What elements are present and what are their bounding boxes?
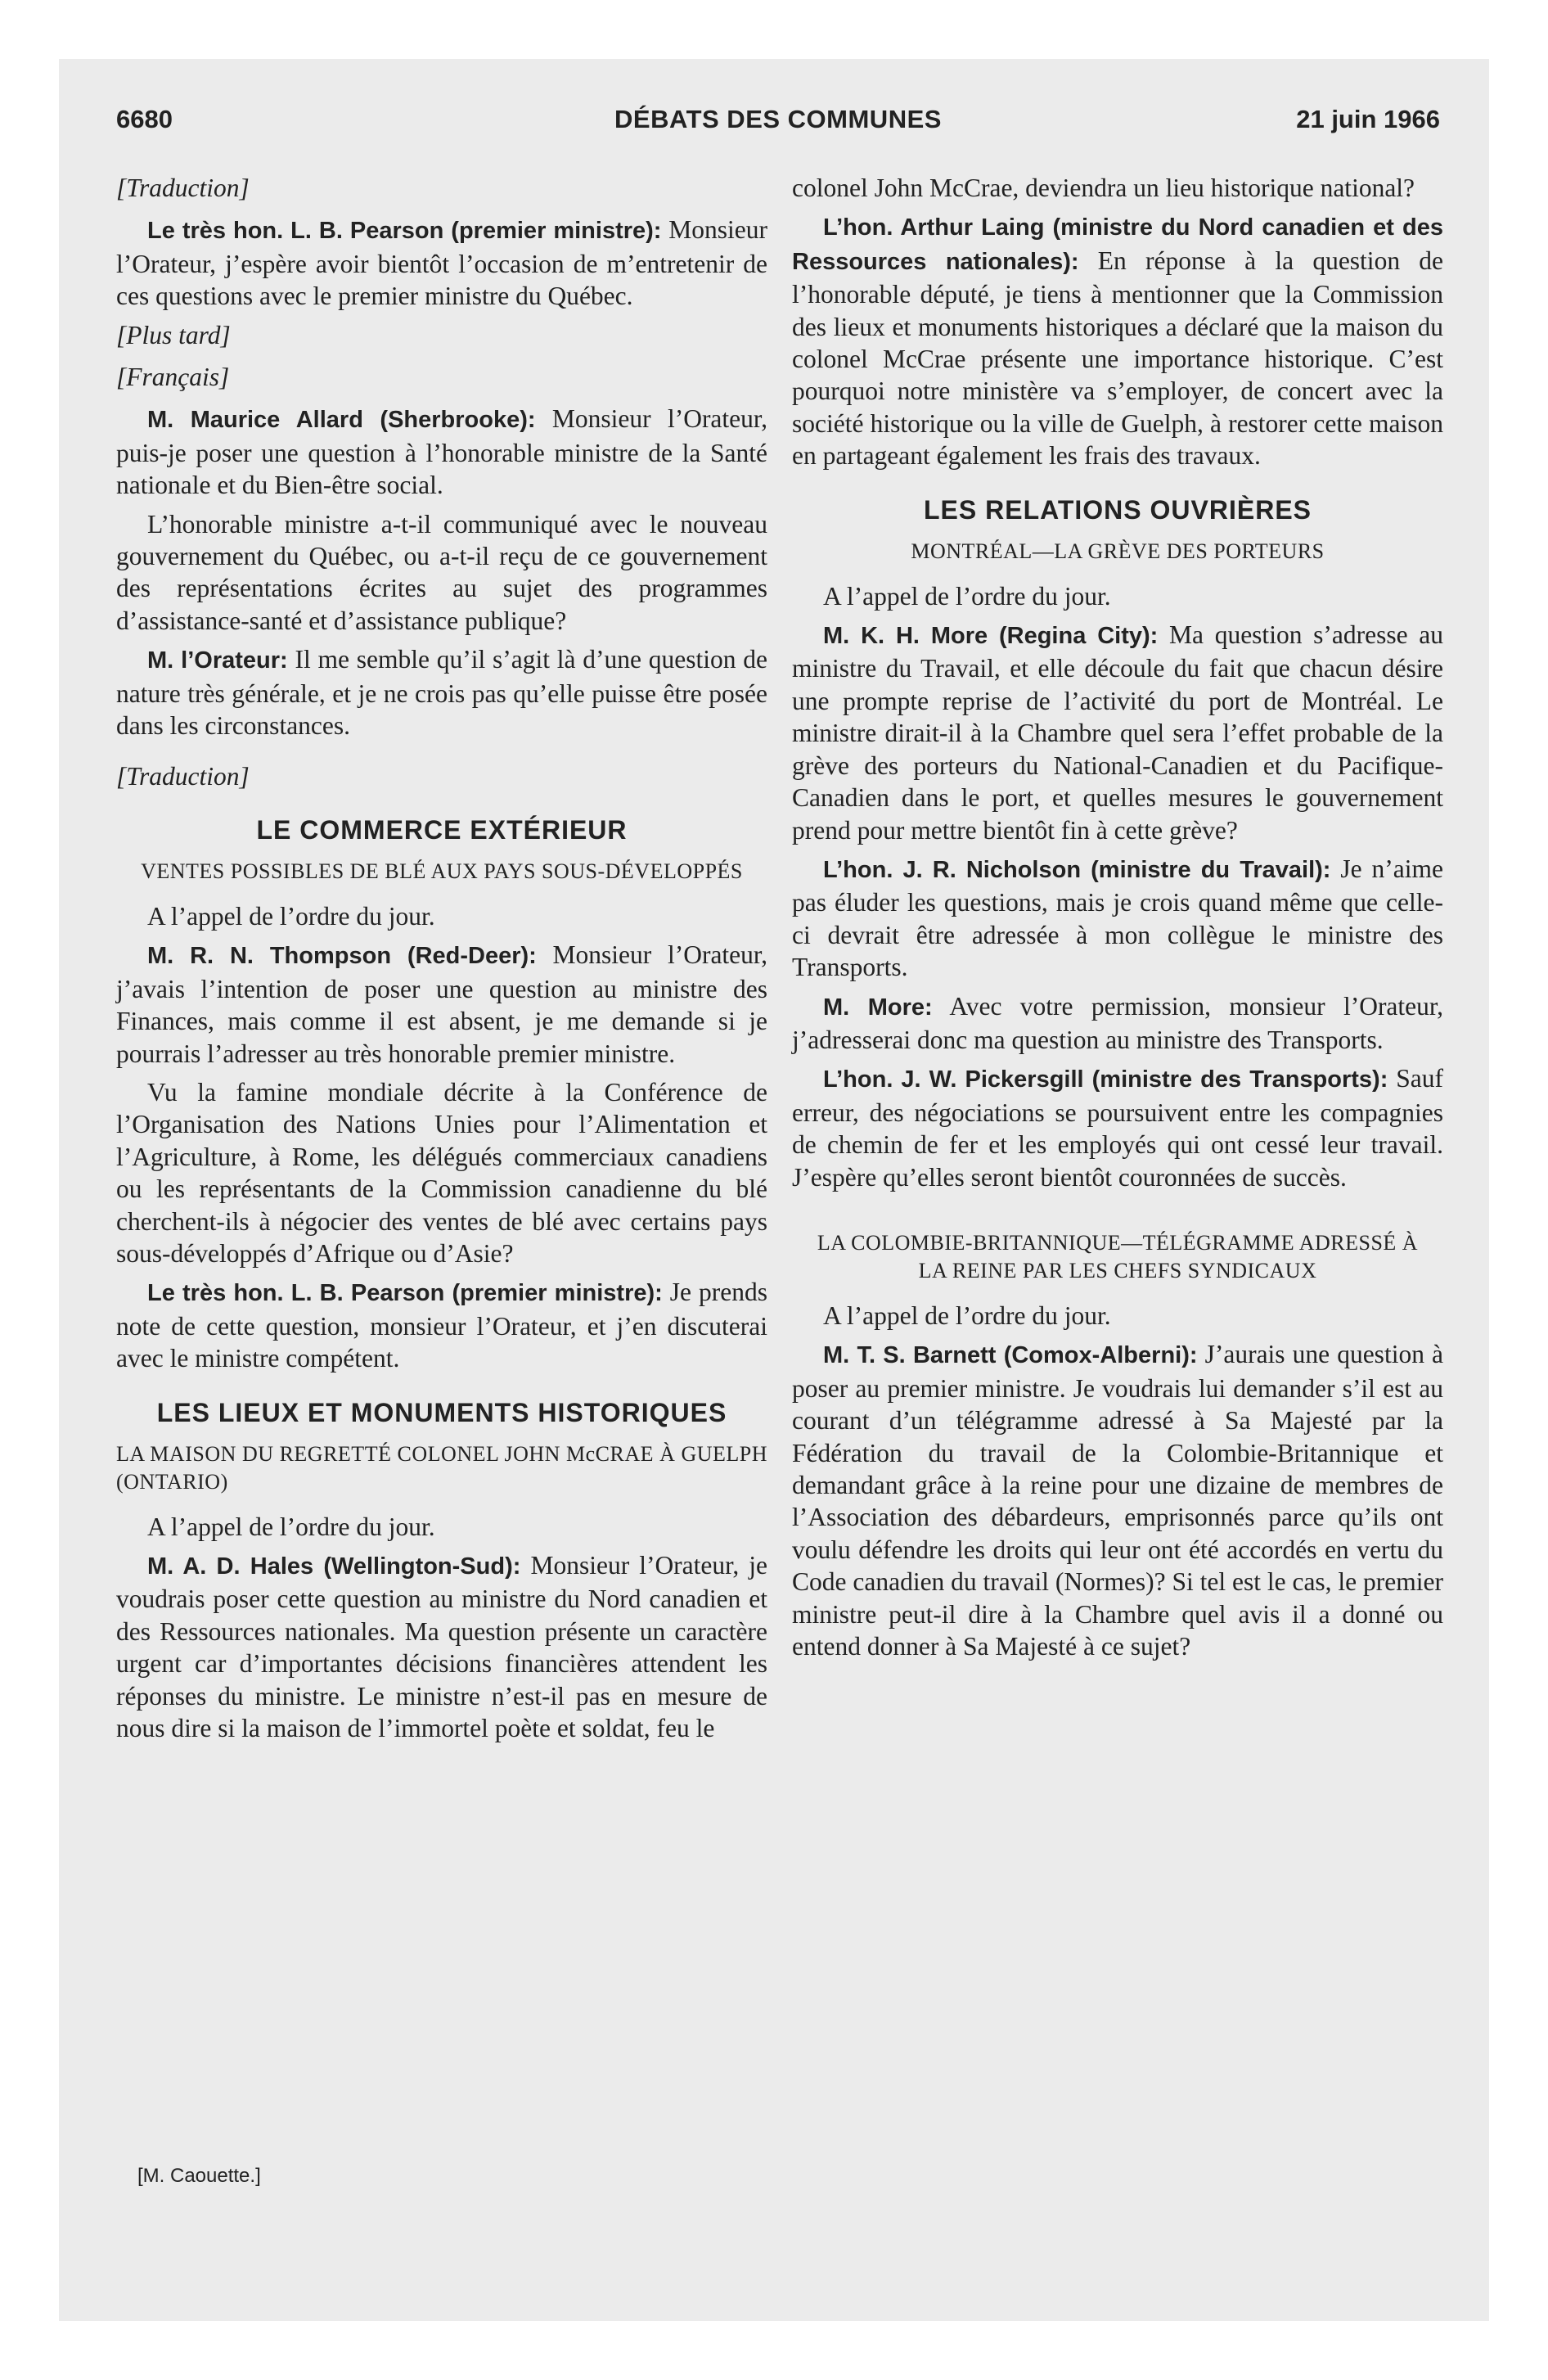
paragraph-allard xyxy=(116,403,767,501)
speaker-name: M. A. D. Hales (Wellington-Sud): xyxy=(147,1553,521,1580)
paragraph-appel-2 xyxy=(116,1511,767,1543)
paragraph-text: A l’appel de l’ordre du jour. xyxy=(823,581,1111,611)
paragraph-text: A l’appel de l’ordre du jour. xyxy=(147,1512,435,1541)
paragraph-text: Monsieur l’Orateur, puis-je poser une question à l’honorable ministre de la Santé nationale et du Bien-être social. xyxy=(116,404,767,500)
paragraph-laing xyxy=(792,210,1443,471)
speaker-name: M. l’Orateur: xyxy=(147,647,288,674)
bracket-note-plus-tard: [Plus tard] xyxy=(116,320,231,349)
paragraph-pickersgill xyxy=(792,1062,1443,1193)
paragraph-pearson xyxy=(116,214,767,312)
paragraph-text: Monsieur l’Orateur, j’avais l’intention de poser une question au ministre des Finances, mais comme il est absent, je me demande si je pourrais l’adresser au très honorable premier ministre. xyxy=(116,940,768,1068)
paragraph-text: Je n’aime pas éluder les questions, mais je crois quand même que celle-ci devrait être adressée à mon collègue le ministre des Transports. xyxy=(792,854,1444,982)
speaker-name: L’hon. Arthur Laing (ministre du Nord canadien et des Ressources nationales): xyxy=(792,214,1443,275)
subheading-maison-mccrae: LA MAISON DU REGRETTÉ COLONEL JOHN McCRAE À GUELPH (ONTARIO) xyxy=(116,1441,767,1494)
speaker-name: M. K. H. More (Regina City): xyxy=(823,623,1159,650)
paragraph-allard-question xyxy=(116,508,767,638)
page-header xyxy=(116,105,1440,144)
paragraph-hales xyxy=(116,1549,767,1744)
speaker-name: L’hon. J. W. Pickersgill (ministre des Transports): xyxy=(823,1066,1388,1093)
right-column xyxy=(792,172,1443,1669)
bracket-note-traduction-2: [Traduction] xyxy=(116,761,250,791)
paragraph-appel-4 xyxy=(792,1300,1443,1332)
speaker-name: L’hon. J. R. Nicholson (ministre du Travail): xyxy=(823,856,1331,883)
speaker-name: Le très hon. L. B. Pearson (premier ministre): xyxy=(147,218,662,245)
paragraph-text: L’honorable ministre a-t-il communiqué avec le nouveau gouvernement du Québec, ou a-t-il reçu de ce gouvernement des représentations écrites au sujet des programmes d’assistance-santé et d’assistance publique? xyxy=(116,509,767,635)
paragraph-orateur xyxy=(116,643,767,741)
speaker-name: M. More: xyxy=(823,994,933,1021)
paragraph-text: Vu la famine mondiale décrite à la Conférence de l’Organisation des Nations Unies pour l’Alimentation et l’Agriculture, à Rome, les délégués commerciaux canadiens ou les représentants de la Commission canadienne du blé cherchent-ils à négocier des ventes de blé avec certains pays sous-développés d’Afrique ou d’Asie? xyxy=(116,1077,767,1268)
speaker-name: M. R. N. Thompson (Red-Deer): xyxy=(147,943,537,970)
paragraph-more xyxy=(792,619,1443,846)
paragraph-text: Monsieur l’Orateur, je voudrais poser cette question au ministre du Nord canadien et des Ressources nationales. Ma question présente un caractère urgent car d’importantes décisions financières attendent les réponses du ministre. Le ministre n’est-il pas en mesure de nous dire si la maison de l’immortel poète et soldat, feu le xyxy=(116,1551,767,1743)
paragraph-text: Ma question s’adresse au ministre du Travail, et elle découle du fait que chacun désire une prompte reprise de l’activité du port de Montréal. Le ministre dirait-il à la Chambre quel sera l’effet probable de la grève des porteurs du National-Canadien et du Pacifique-Canadien dans le port, et quelles mesures le gouvernement prend pour mettre bientôt fin à cette grève? xyxy=(792,620,1444,845)
section-heading-commerce: LE COMMERCE EXTÉRIEUR xyxy=(256,814,628,845)
paragraph-text: Avec votre permission, monsieur l’Orateur, j’adresserai donc ma question au ministre des Transports. xyxy=(792,991,1443,1054)
paragraph-text: J’aurais une question à poser au premier ministre. Je voudrais lui demander s’il est au courant d’un télégramme adressé à Sa Majesté par la Fédération du travail de la Colombie-Britannique et demandant grâce à la reine pour une dizaine de membres de l’Association des débardeurs, emprisonnés parce qu’ils ont voulu défendre les droits qui leur ont été accordés en vertu du Code canadien du travail (Normes)? Si tel est le cas, le premier ministre peut-il dire à la Chambre quel avis il a donné ou entend donner à Sa Majesté à ce sujet? xyxy=(792,1340,1443,1661)
paragraph-thompson-question xyxy=(116,1076,767,1269)
publication-title: DÉBATS DES COMMUNES xyxy=(614,105,942,133)
page-date: 21 juin 1966 xyxy=(1296,105,1440,133)
paragraph-text: colonel John McCrae, deviendra un lieu historique national? xyxy=(792,174,1415,202)
paragraph-pearson-2 xyxy=(116,1276,767,1374)
paragraph-more-2 xyxy=(792,990,1443,1057)
bracket-note-traduction: [Traduction] xyxy=(116,174,250,202)
section-heading-lieux: LES LIEUX ET MONUMENTS HISTORIQUES xyxy=(156,1397,727,1427)
paragraph-appel-1 xyxy=(116,900,767,932)
paragraph-nicholson xyxy=(792,853,1443,984)
subheading-ventes-ble: VENTES POSSIBLES DE BLÉ AUX PAYS SOUS-DÉVELOPPÉS xyxy=(141,859,743,883)
speaker-name: Le très hon. L. B. Pearson (premier ministre): xyxy=(147,1280,663,1307)
bracket-note-francais: [Français] xyxy=(116,363,230,392)
paragraph-thompson xyxy=(116,939,767,1070)
paragraph-text: Il me semble qu’il s’agit là d’une question de nature très générale, et je ne crois pas qu’elle puisse être posée dans les circonstances. xyxy=(116,645,767,741)
paragraph-text: Monsieur l’Orateur, j’espère avoir bientôt l’occasion de m’entretenir de ces questions avec le premier ministre du Québec. xyxy=(116,215,767,311)
left-column xyxy=(116,172,767,1751)
paragraph-text: Je prends note de cette question, monsieur l’Orateur, et j’en discuterai avec le ministre compétent. xyxy=(116,1278,767,1373)
paragraph-mccrae-cont xyxy=(792,172,1443,204)
section-heading-relations: LES RELATIONS OUVRIÈRES xyxy=(923,494,1312,525)
subheading-telegramme: LA COLOMBIE-BRITANNIQUE—TÉLÉGRAMME ADRESSÉ À LA REINE PAR LES CHEFS SYNDICAUX xyxy=(817,1230,1419,1282)
footer-note: [M. Caouette.] xyxy=(137,2165,261,2187)
speaker-name: M. T. S. Barnett (Comox-Alberni): xyxy=(823,1342,1198,1369)
paragraph-text: A l’appel de l’ordre du jour. xyxy=(823,1300,1111,1330)
paragraph-barnett xyxy=(792,1338,1443,1662)
paragraph-appel-3 xyxy=(792,580,1443,612)
subheading-greve-porteurs: MONTRÉAL—LA GRÈVE DES PORTEURS xyxy=(911,539,1325,563)
page-number: 6680 xyxy=(116,105,173,133)
speaker-name: M. Maurice Allard (Sherbrooke): xyxy=(147,407,536,434)
paragraph-text: En réponse à la question de l’honorable député, je tiens à mentionner que la Commission des lieux et monuments historiques a déclaré que la maison du colonel McCrae présente une importance historique. C’est pourquoi notre ministère va s’employer, de concert avec la société historique ou la ville de Guelph, à restorer cette maison en partageant également les frais des travaux. xyxy=(792,246,1444,471)
paragraph-text: Sauf erreur, des négociations se poursuivent entre les compagnies de chemin de fer et les employés qui ont cessé leur travail. J’espère qu’elles seront bientôt couronnées de succès. xyxy=(792,1064,1443,1192)
paragraph-text: A l’appel de l’ordre du jour. xyxy=(147,901,435,931)
